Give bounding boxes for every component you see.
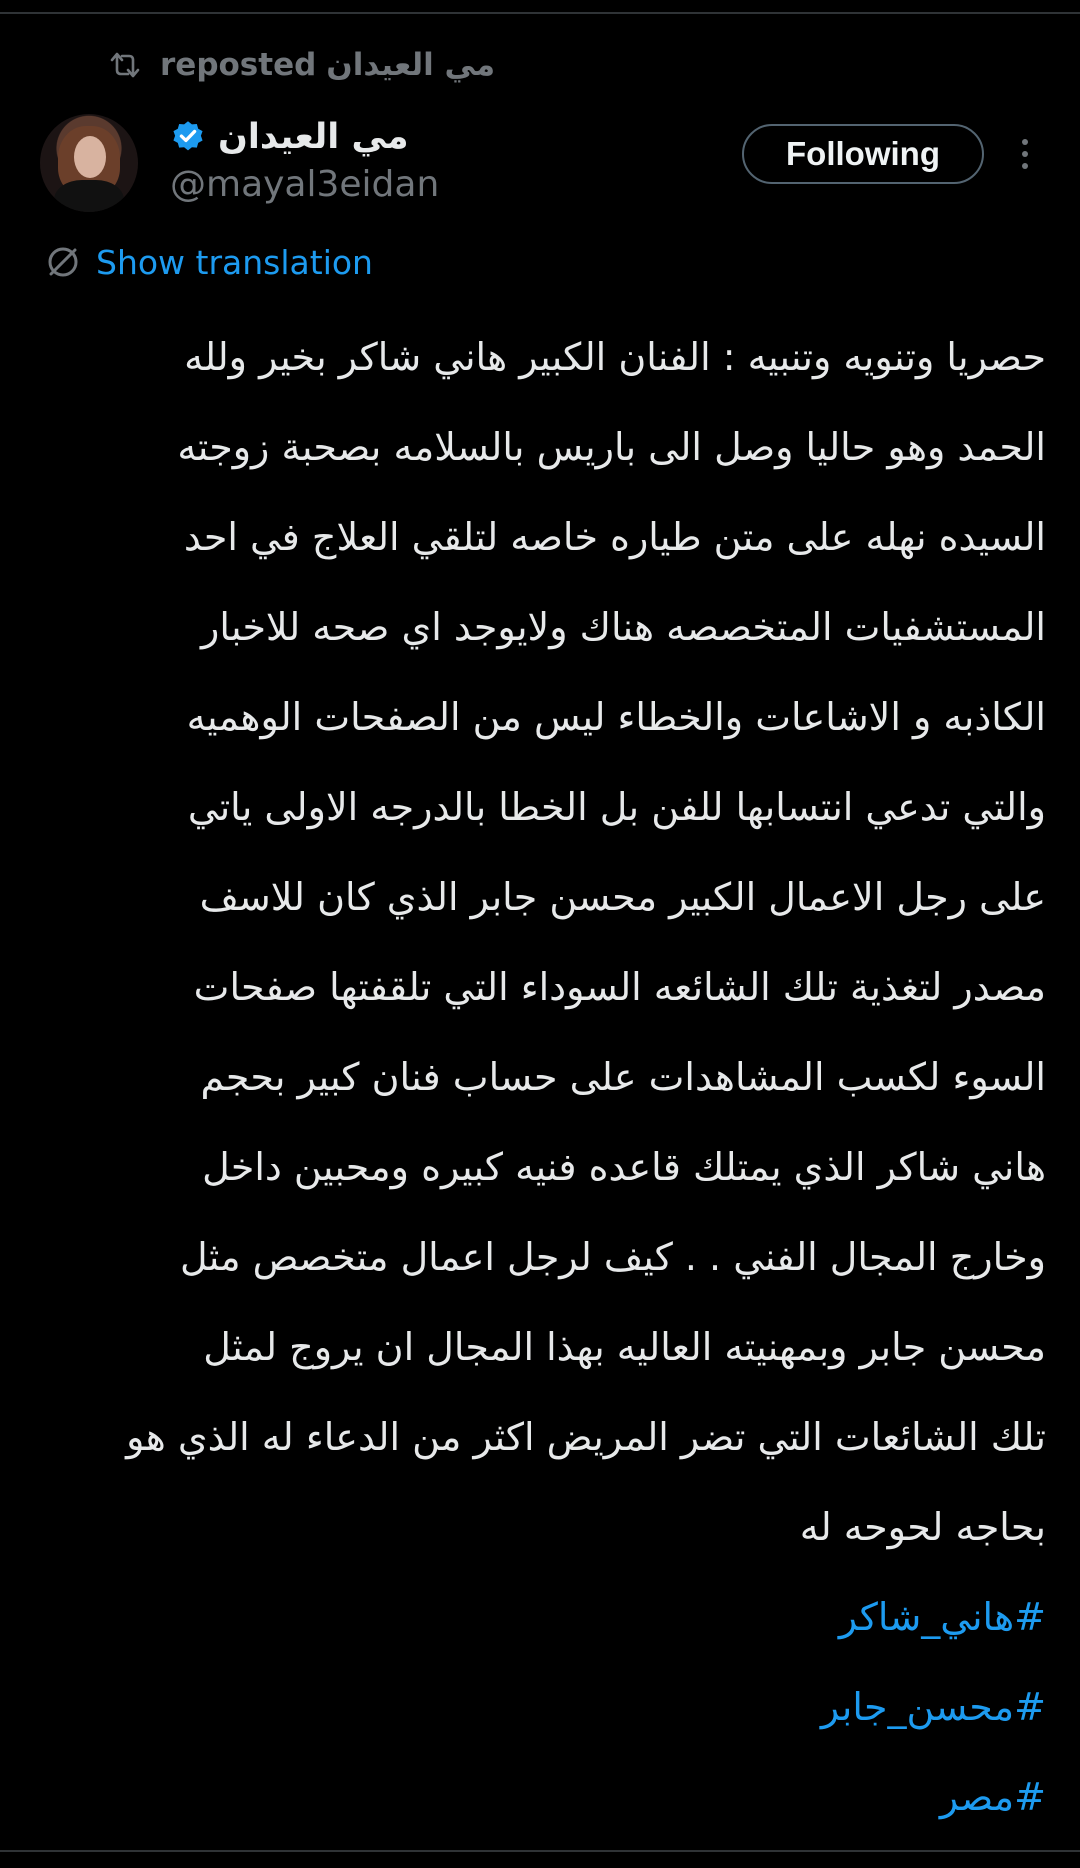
author-display-name[interactable]: مي العيدان [218, 117, 409, 157]
tweet-line: هاني شاكر الذي يمتلك قاعده فنيه كبيره ومحبين داخل [202, 1145, 1046, 1189]
tweet-text [40, 312, 1046, 1842]
tweet-line: المستشفيات المتخصصه هناك ولايوجد اي صحه للاخبار [201, 605, 1046, 649]
tweet-line: تلك الشائعات التي تضر المريض اكثر من الدعاء له الذي هو [126, 1415, 1046, 1459]
tweet-line: على رجل الاعمال الكبير محسن جابر الذي كان للاسف [199, 875, 1046, 919]
hashtag-link[interactable]: #مصر [939, 1775, 1046, 1819]
tweet-line: حصريا وتنويه وتنبيه : الفنان الكبير هاني شاكر بخير ولله [184, 335, 1046, 379]
tweet-line: السيده نهله على متن طياره خاصه لتلقي العلاج في احد [183, 515, 1046, 559]
avatar-face [74, 136, 106, 178]
tweet-line: بحاجه لحوحه له [799, 1505, 1046, 1549]
author-name-row[interactable] [170, 112, 409, 162]
tweet-line: الحمد وهو حاليا وصل الى باريس بالسلامه بصحبة زوجته [177, 425, 1046, 469]
repost-user-name[interactable]: مي العيدان [326, 47, 496, 83]
show-translation-link[interactable]: Show translation [96, 242, 373, 282]
show-translation[interactable] [44, 238, 373, 286]
more-vertical-icon[interactable] [1014, 134, 1036, 174]
top-divider [0, 12, 1080, 14]
verified-badge-icon[interactable] [170, 119, 206, 155]
hashtag-link[interactable]: #هاني_شاكر [838, 1595, 1046, 1639]
avatar[interactable] [40, 114, 138, 212]
repost-icon [108, 50, 142, 80]
bottom-divider [0, 1850, 1080, 1852]
tweet-line: والتي تدعي انتسابها للفن بل الخطا بالدرجه الاولى ياتي [187, 785, 1046, 829]
tweet-line: وخارج المجال الفني . . كيف لرجل اعمال متخصص مثل [179, 1235, 1046, 1279]
tweet-line: مصدر لتغذية تلك الشائعه السوداء التي تلقفتها صفحات [193, 965, 1046, 1009]
translate-icon [44, 243, 82, 281]
avatar-body [54, 180, 124, 212]
following-button[interactable]: Following [742, 124, 984, 184]
hashtag-link[interactable]: #محسن_جابر [820, 1685, 1046, 1729]
tweet-line: الكاذبه و الاشاعات والخطاء ليس من الصفحات الوهميه [186, 695, 1046, 739]
repost-action: reposted [160, 47, 317, 83]
repost-context[interactable] [108, 40, 495, 90]
tweet-line: السوء لكسب المشاهدات على حساب فنان كبير بحجم [200, 1055, 1046, 1099]
author-handle[interactable]: @mayal3eidan [170, 164, 440, 205]
repost-label [160, 47, 495, 83]
tweet-line: محسن جابر وبمهنيته العاليه بهذا المجال ان يروج لمثل [203, 1325, 1046, 1369]
